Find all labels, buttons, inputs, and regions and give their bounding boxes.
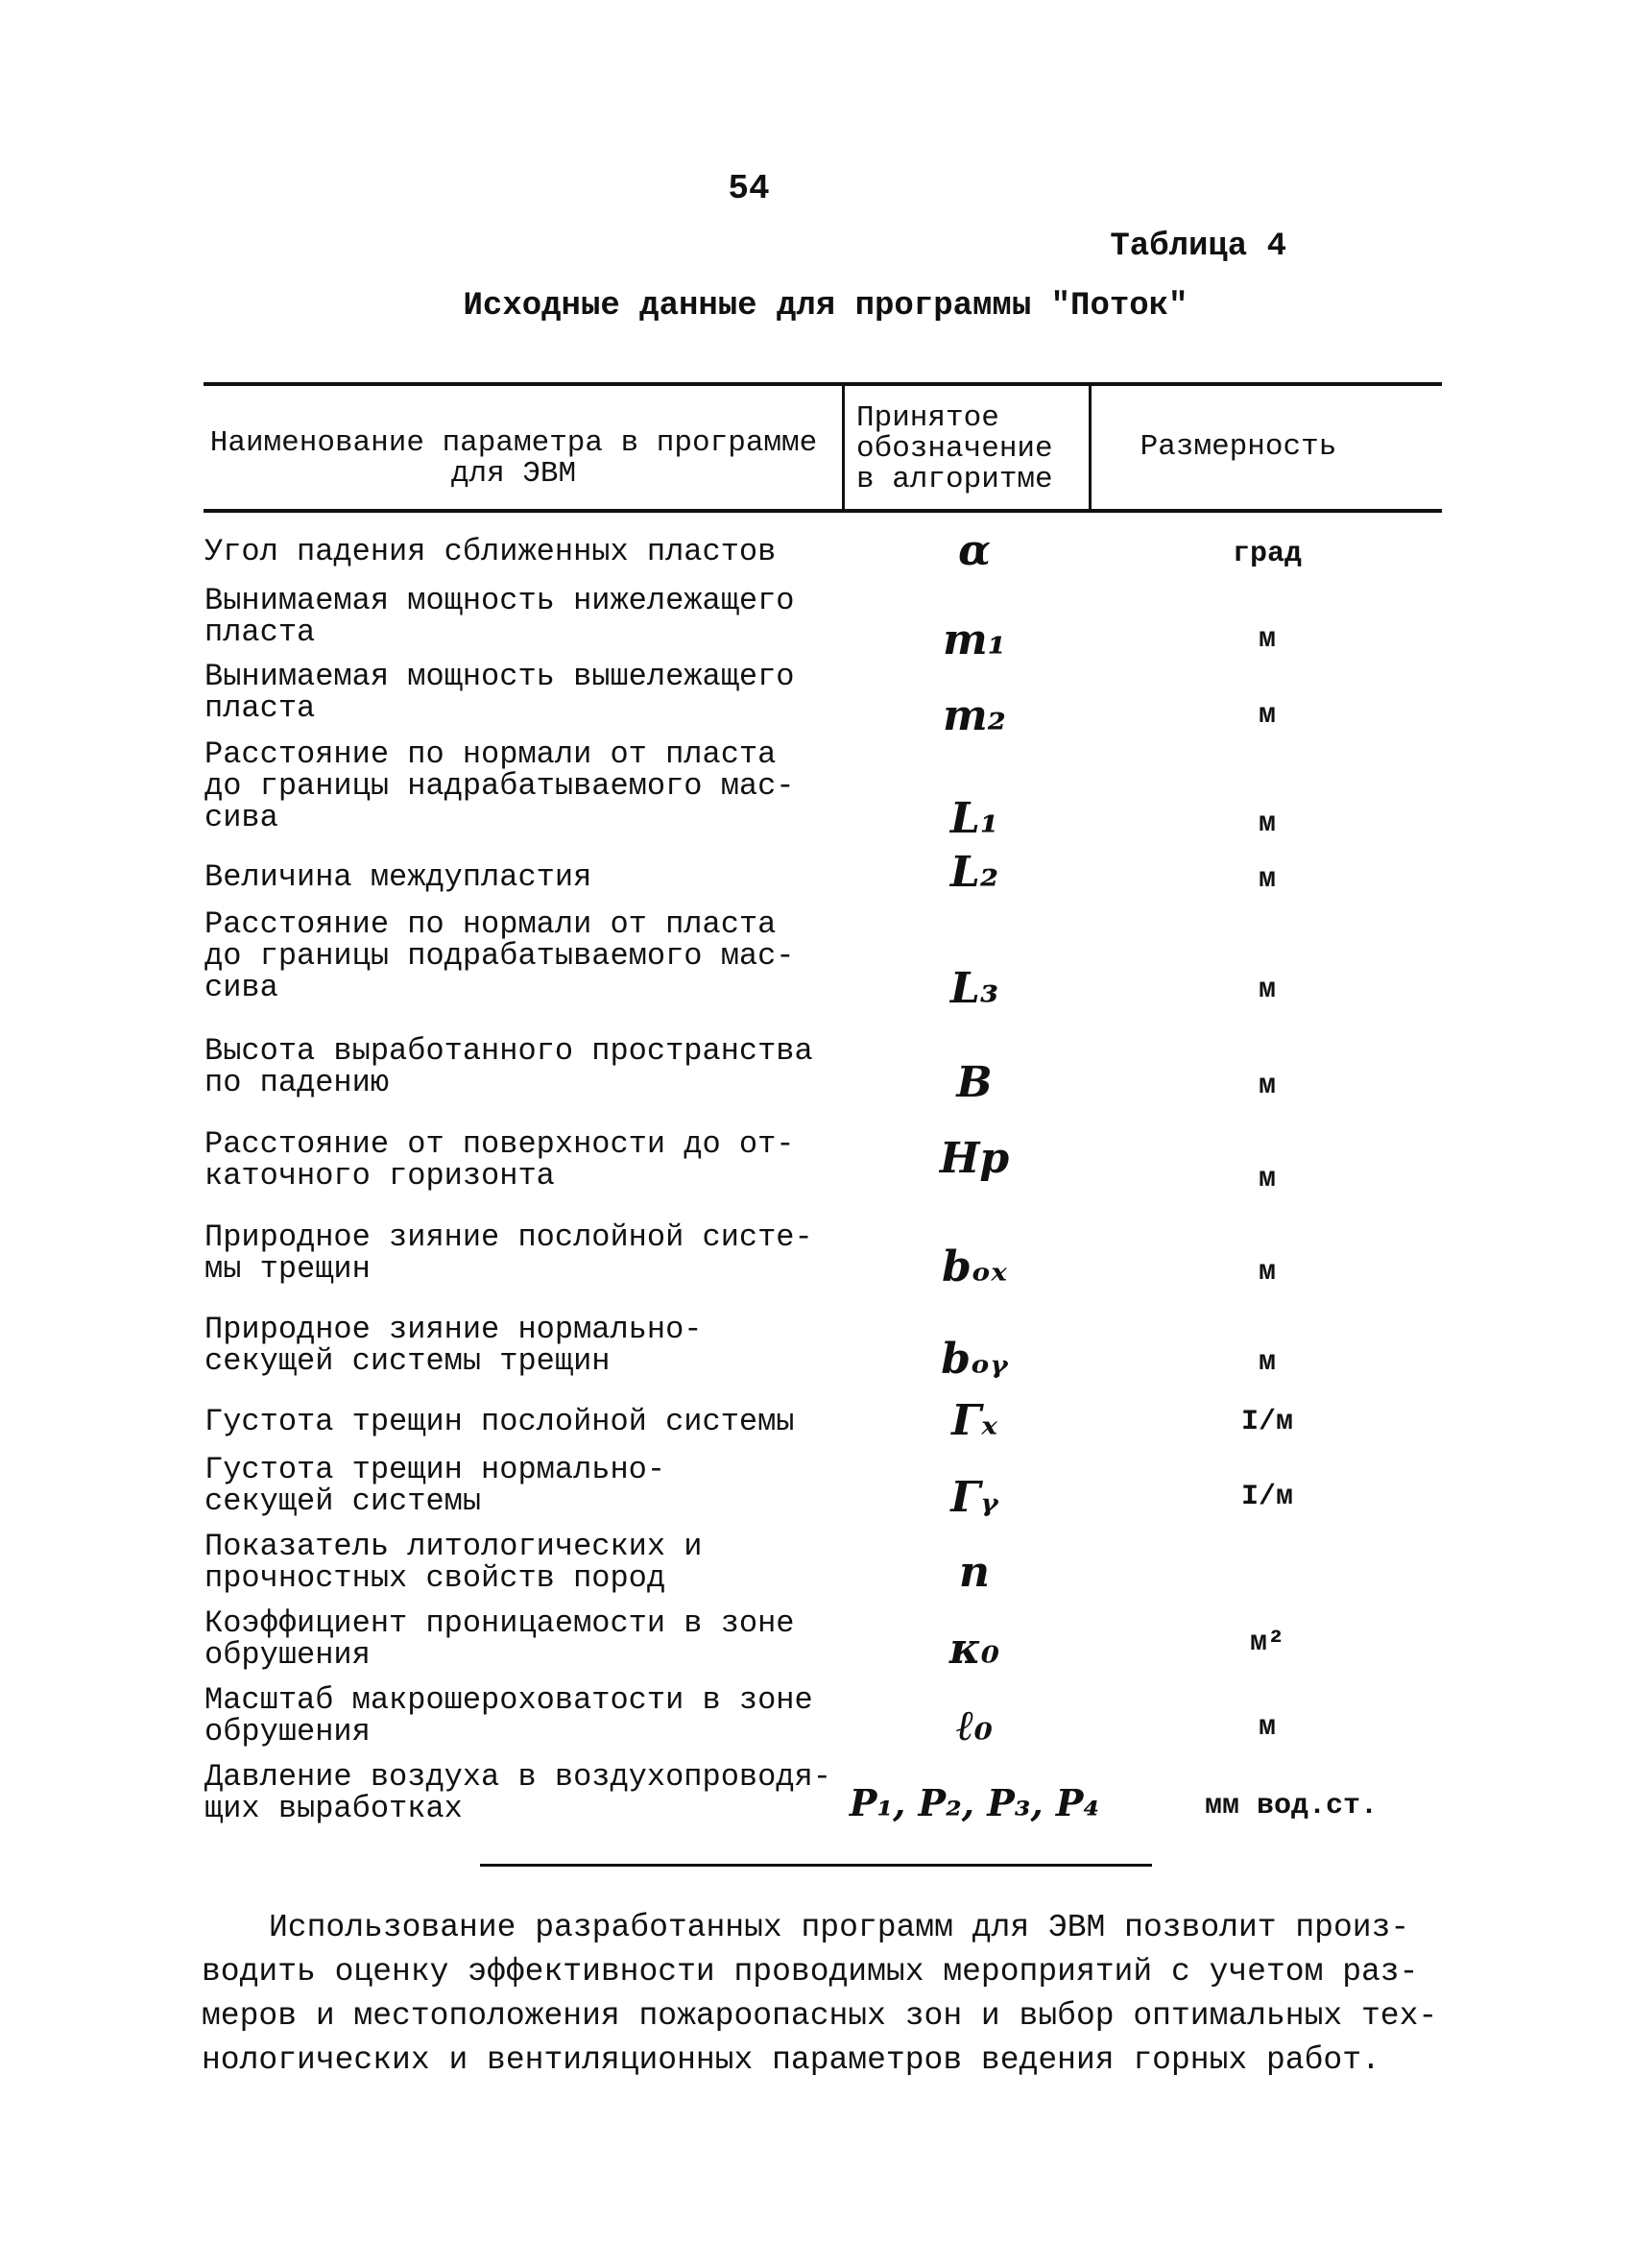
parameter-unit: м [1258, 1070, 1276, 1102]
parameter-symbol: ℓ₀ [955, 1701, 994, 1750]
header-divider-left [842, 386, 845, 509]
parameter-unit: I/м [1240, 1406, 1293, 1438]
parameter-symbol: m₂ [943, 691, 1006, 740]
parameter-name: Природное зияние послойной систе- мы трещин [204, 1219, 813, 1287]
parameter-unit: м [1258, 1163, 1276, 1195]
parameter-unit: I/м [1240, 1481, 1293, 1513]
table-label: Таблица 4 [1110, 229, 1286, 265]
parameter-symbol: L₃ [949, 964, 999, 1013]
parameter-symbol: bₒₓ [942, 1243, 1007, 1291]
parameter-symbol: n [959, 1548, 990, 1597]
header-symbol: Принятое обозначение в алгоритме [856, 401, 1053, 496]
parameter-unit: м [1258, 623, 1276, 656]
parameter-name: Угол падения сближенных пластов [204, 534, 777, 569]
table-top-rule [204, 382, 1442, 386]
parameter-name: Вынимаемая мощность нижележащего пласта [204, 583, 795, 650]
parameter-symbol: κ₀ [948, 1625, 1000, 1674]
parameter-symbol: L₂ [949, 848, 999, 897]
parameter-symbol: P₁, P₂, P₃, P₄ [849, 1781, 1100, 1824]
paragraph-line: Использование разработанных программ для ЭВМ позволит произ- [269, 1910, 1410, 1945]
parameter-unit: м [1258, 1256, 1276, 1289]
parameter-name: Густота трещин послойной системы [204, 1404, 795, 1439]
parameter-name: Расстояние по нормали от пласта до границы подрабатываемого мас- сива [204, 906, 795, 1005]
parameter-symbol: Γᵧ [950, 1473, 998, 1522]
body-paragraph [202, 1906, 1450, 2083]
parameter-unit: мм вод.ст. [1204, 1790, 1379, 1822]
parameter-unit: м [1258, 1711, 1276, 1744]
header-unit: Размерность [1140, 430, 1337, 464]
parameter-symbol: Γₓ [951, 1396, 997, 1445]
parameter-name: Расстояние по нормали от пласта до границы надрабатываемого мас- сива [204, 736, 795, 835]
parameter-name: Давление воздуха в воздухопроводя- щих выработках [204, 1759, 831, 1826]
parameter-name: Величина междупластия [204, 859, 592, 895]
parameter-name: Густота трещин нормально- секущей системы [204, 1452, 666, 1519]
parameter-unit: м [1258, 1346, 1276, 1379]
paragraph-line: водить оценку эффективности проводимых мероприятий с учетом раз- [202, 1954, 1419, 1990]
parameter-name: Вынимаемая мощность вышележащего пласта [204, 659, 795, 726]
parameter-name: Природное зияние нормально- секущей системы трещин [204, 1312, 703, 1379]
parameter-name: Коэффициент проницаемости в зоне обрушения [204, 1605, 795, 1673]
parameter-symbol: Hр [939, 1134, 1010, 1183]
parameter-unit: град [1232, 538, 1302, 570]
parameter-symbol: α [958, 526, 991, 575]
page-number: 54 [728, 169, 770, 208]
paragraph-line: меров и местоположения пожароопасных зон и выбор оптимальных тех- [202, 1998, 1438, 2034]
parameter-name: Высота выработанного пространства по падению [204, 1033, 813, 1100]
header-parameter-name: Наименование параметра в программе для ЭВМ [209, 426, 818, 491]
paragraph-line: нологических и вентиляционных параметров ведения горных работ. [202, 2042, 1380, 2078]
parameter-name: Масштаб макрошероховатости в зоне обрушения [204, 1682, 813, 1749]
header-bottom-rule [204, 509, 1442, 513]
parameter-symbol: m₁ [943, 615, 1006, 664]
table-title: Исходные данные для программы "Поток" [463, 288, 1188, 325]
parameter-name: Расстояние от поверхности до от- каточного горизонта [204, 1126, 795, 1194]
parameter-symbol: L₁ [949, 794, 999, 843]
parameter-unit: м [1258, 808, 1276, 840]
parameter-unit: м [1258, 863, 1276, 896]
parameter-unit: м [1258, 974, 1276, 1006]
parameter-symbol: bₒᵧ [941, 1335, 1008, 1384]
parameter-name: Показатель литологических и прочностных свойств пород [204, 1529, 703, 1596]
table-bottom-rule [480, 1864, 1152, 1867]
header-divider-right [1089, 386, 1092, 509]
parameter-unit: м² [1249, 1627, 1284, 1659]
parameter-unit: м [1258, 699, 1276, 732]
parameter-symbol: B [956, 1058, 993, 1107]
